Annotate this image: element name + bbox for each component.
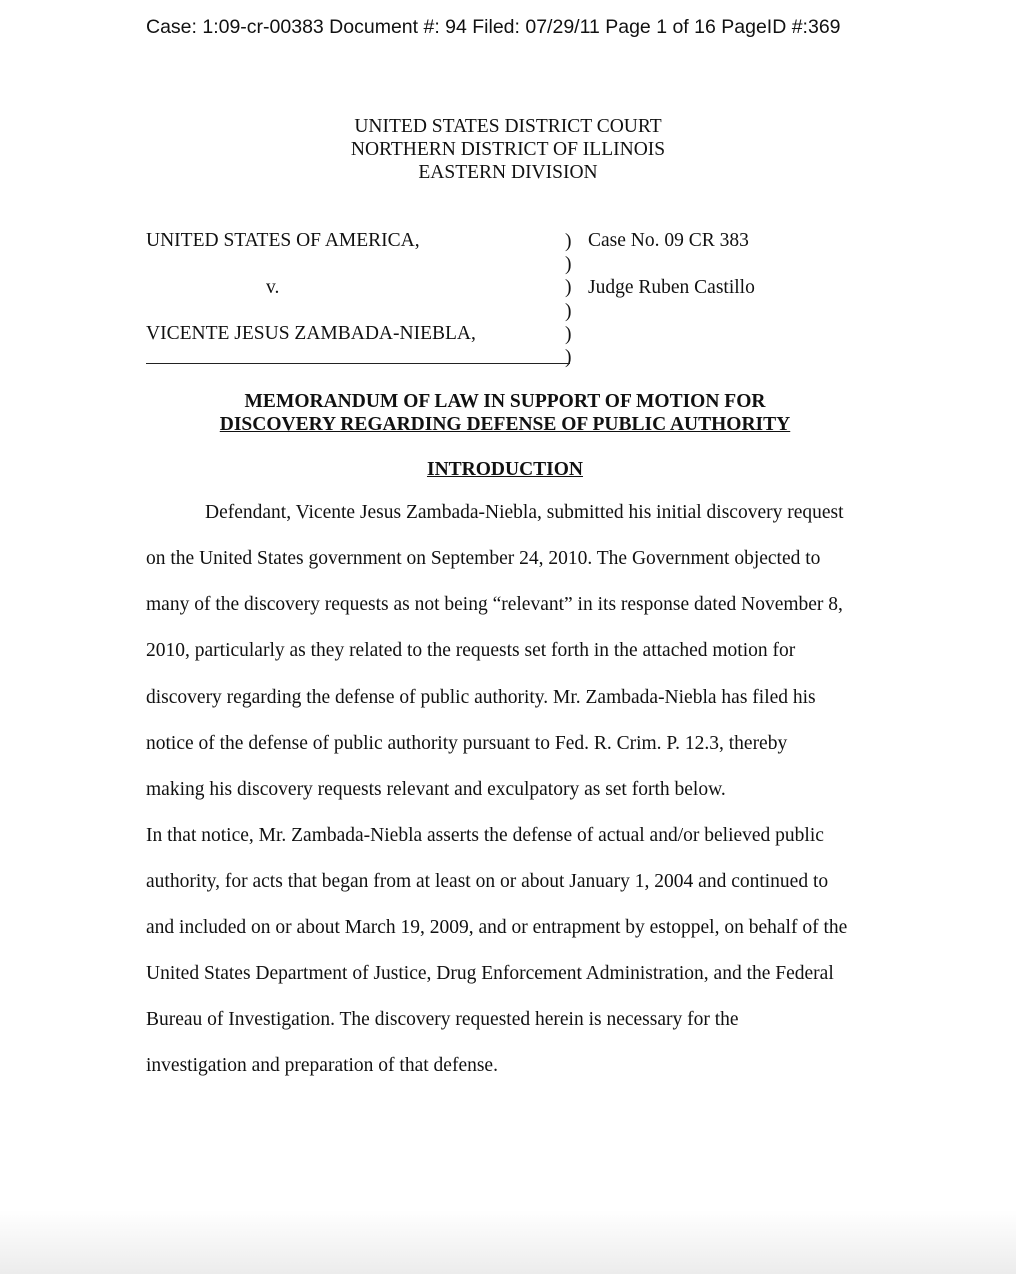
memorandum-title-line2: DISCOVERY REGARDING DEFENSE OF PUBLIC AUTHORITY (219, 414, 791, 435)
court-name: UNITED STATES DISTRICT COURT (354, 116, 662, 137)
body-text-line: Defendant, Vicente Jesus Zambada-Niebla, submitted his initial discovery request (205, 502, 844, 523)
caption-case-number: Case No. 09 CR 383 (588, 230, 749, 251)
body-text-line: notice of the defense of public authority pursuant to Fed. R. Crim. P. 12.3, thereby (146, 733, 788, 754)
caption-judge: Judge Ruben Castillo (588, 277, 755, 298)
caption-paren: ) (565, 231, 572, 252)
body-text-line: authority, for acts that began from at least on or about January 1, 2004 and continued to (146, 871, 829, 892)
caption-plaintiff: UNITED STATES OF AMERICA, (146, 230, 420, 251)
caption-paren: ) (565, 300, 572, 322)
body-text-line: many of the discovery requests as not being “relevant” in its response dated November 8, (146, 594, 843, 615)
body-text-line: In that notice, Mr. Zambada-Niebla asserts the defense of actual and/or believed public (146, 825, 824, 846)
court-district: NORTHERN DISTRICT OF ILLINOIS (350, 139, 666, 160)
court-name-block (0, 115, 1016, 184)
caption-paren: ) (565, 277, 572, 299)
body-text-line: United States Department of Justice, Drug Enforcement Administration, and the Federal (146, 963, 834, 984)
caption-paren: ) (565, 346, 572, 368)
body-text-line: investigation and preparation of that defense. (146, 1055, 498, 1076)
caption-paren: ) (565, 323, 572, 345)
court-division: EASTERN DIVISION (418, 162, 598, 183)
body-text-line: 2010, particularly as they related to the requests set forth in the attached motion for (146, 640, 796, 661)
caption-versus: v. (266, 277, 280, 298)
body-text-line: Bureau of Investigation. The discovery requested herein is necessary for the (146, 1009, 739, 1030)
memorandum-title (0, 390, 1010, 436)
page-bottom-shadow (0, 1210, 1016, 1274)
caption-defendant: VICENTE JESUS ZAMBADA-NIEBLA, (146, 323, 476, 344)
caption-underline-rule (146, 363, 570, 364)
introduction-heading: INTRODUCTION (426, 459, 584, 480)
body-text-line: discovery regarding the defense of public authority. Mr. Zambada-Niebla has filed his (146, 687, 816, 708)
caption-paren: ) (565, 254, 572, 276)
caption-bracket-column (565, 230, 572, 369)
memorandum-title-line1: MEMORANDUM OF LAW IN SUPPORT OF MOTION FOR (244, 391, 766, 412)
body-text-line: on the United States government on September 24, 2010. The Government objected to (146, 548, 821, 569)
court-filing-stamp: Case: 1:09-cr-00383 Document #: 94 Filed: 07/29/11 Page 1 of 16 PageID #:369 (146, 16, 841, 38)
body-text-line: and included on or about March 19, 2009, and or entrapment by estoppel, on behalf of the (146, 917, 848, 938)
body-text-line: making his discovery requests relevant and exculpatory as set forth below. (146, 779, 726, 800)
